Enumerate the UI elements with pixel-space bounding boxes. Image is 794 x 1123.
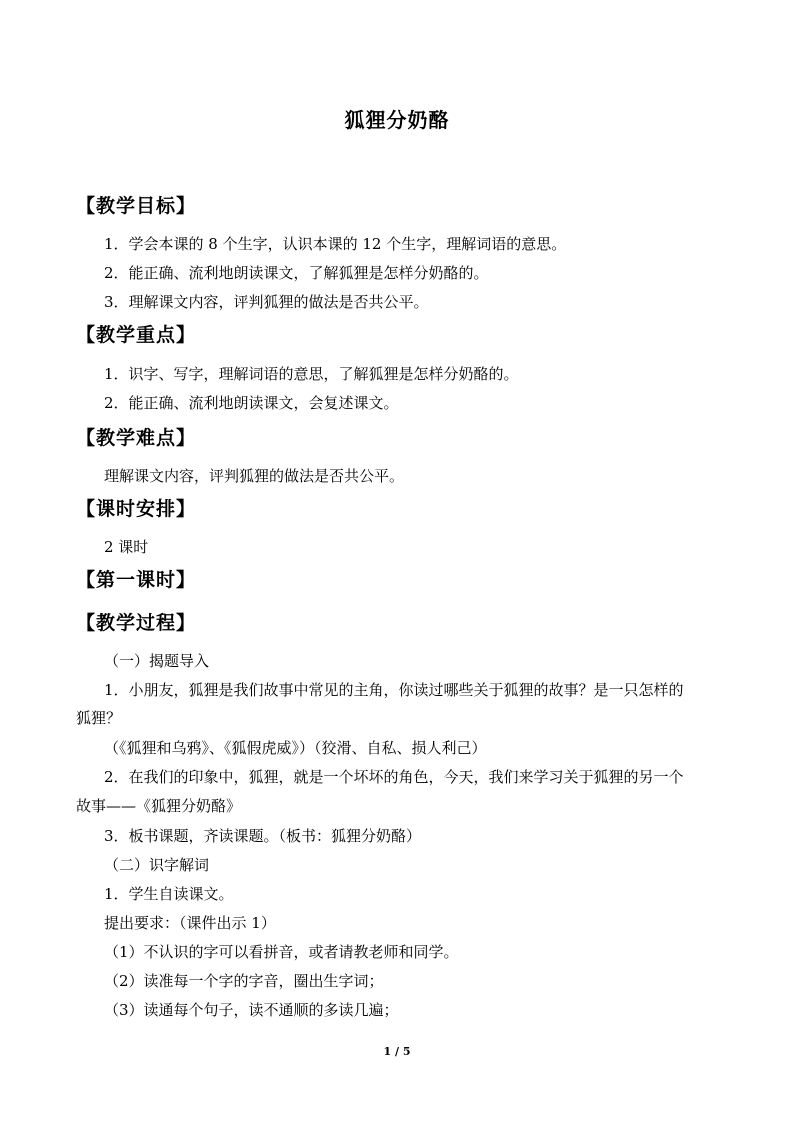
process-line: （3）读通每个句子，读不通顺的多读几遍； xyxy=(104,1001,399,1019)
goal-item: 1．学会本课的 8 个生字，认识本课的 12 个生字，理解词语的意思。 xyxy=(104,235,567,253)
heading-schedule: 【课时安排】 xyxy=(76,498,197,520)
goal-item: 2．能正确、流利地朗读课文，了解狐狸是怎样分奶酪的。 xyxy=(104,264,489,282)
process-line: 狐狸？ xyxy=(76,709,122,727)
key-item: 2．能正确、流利地朗读课文，会复述课文。 xyxy=(104,394,399,412)
process-line: （1）不认识的字可以看拼音，或者请教老师和同学。 xyxy=(104,943,459,961)
heading-teaching-difficulty: 【教学难点】 xyxy=(76,427,197,449)
process-line: （二）识字解词 xyxy=(104,856,210,874)
process-line: 1．小朋友，狐狸是我们故事中常见的主角，你读过哪些关于狐狸的故事？是一只怎样的 xyxy=(104,681,684,699)
difficulty-text: 理解课文内容，评判狐狸的做法是否共公平。 xyxy=(104,467,405,485)
heading-first-lesson: 【第一课时】 xyxy=(76,569,197,591)
heading-teaching-process: 【教学过程】 xyxy=(76,612,197,634)
process-line: （一）揭题导入 xyxy=(104,652,210,670)
document-title: 狐狸分奶酪 xyxy=(344,108,450,132)
process-line: 1．学生自读课文。 xyxy=(104,885,234,903)
process-line: （2）读准每一个字的字音，圈出生字词； xyxy=(104,972,384,990)
process-line: 提出要求：（课件出示 1） xyxy=(104,914,276,932)
process-line: 故事——《狐狸分奶酪》 xyxy=(76,797,242,815)
page-number: 1 / 5 xyxy=(383,1045,411,1058)
schedule-text: 2 课时 xyxy=(104,538,149,556)
process-line: （《狐狸和乌鸦》、《狐假虎威》）（狡滑、自私、损人利己） xyxy=(104,739,487,757)
process-line: 3．板书课题，齐读课题。（板书：狐狸分奶酪） xyxy=(104,827,422,845)
goal-item: 3．理解课文内容，评判狐狸的做法是否共公平。 xyxy=(104,293,429,311)
heading-teaching-keys: 【教学重点】 xyxy=(76,324,197,346)
process-line: 2．在我们的印象中，狐狸，就是一个坏坏的角色，今天，我们来学习关于狐狸的另一个 xyxy=(104,768,684,786)
key-item: 1．识字、写字，理解词语的意思，了解狐狸是怎样分奶酪的。 xyxy=(104,365,519,383)
heading-teaching-goals: 【教学目标】 xyxy=(76,195,197,217)
